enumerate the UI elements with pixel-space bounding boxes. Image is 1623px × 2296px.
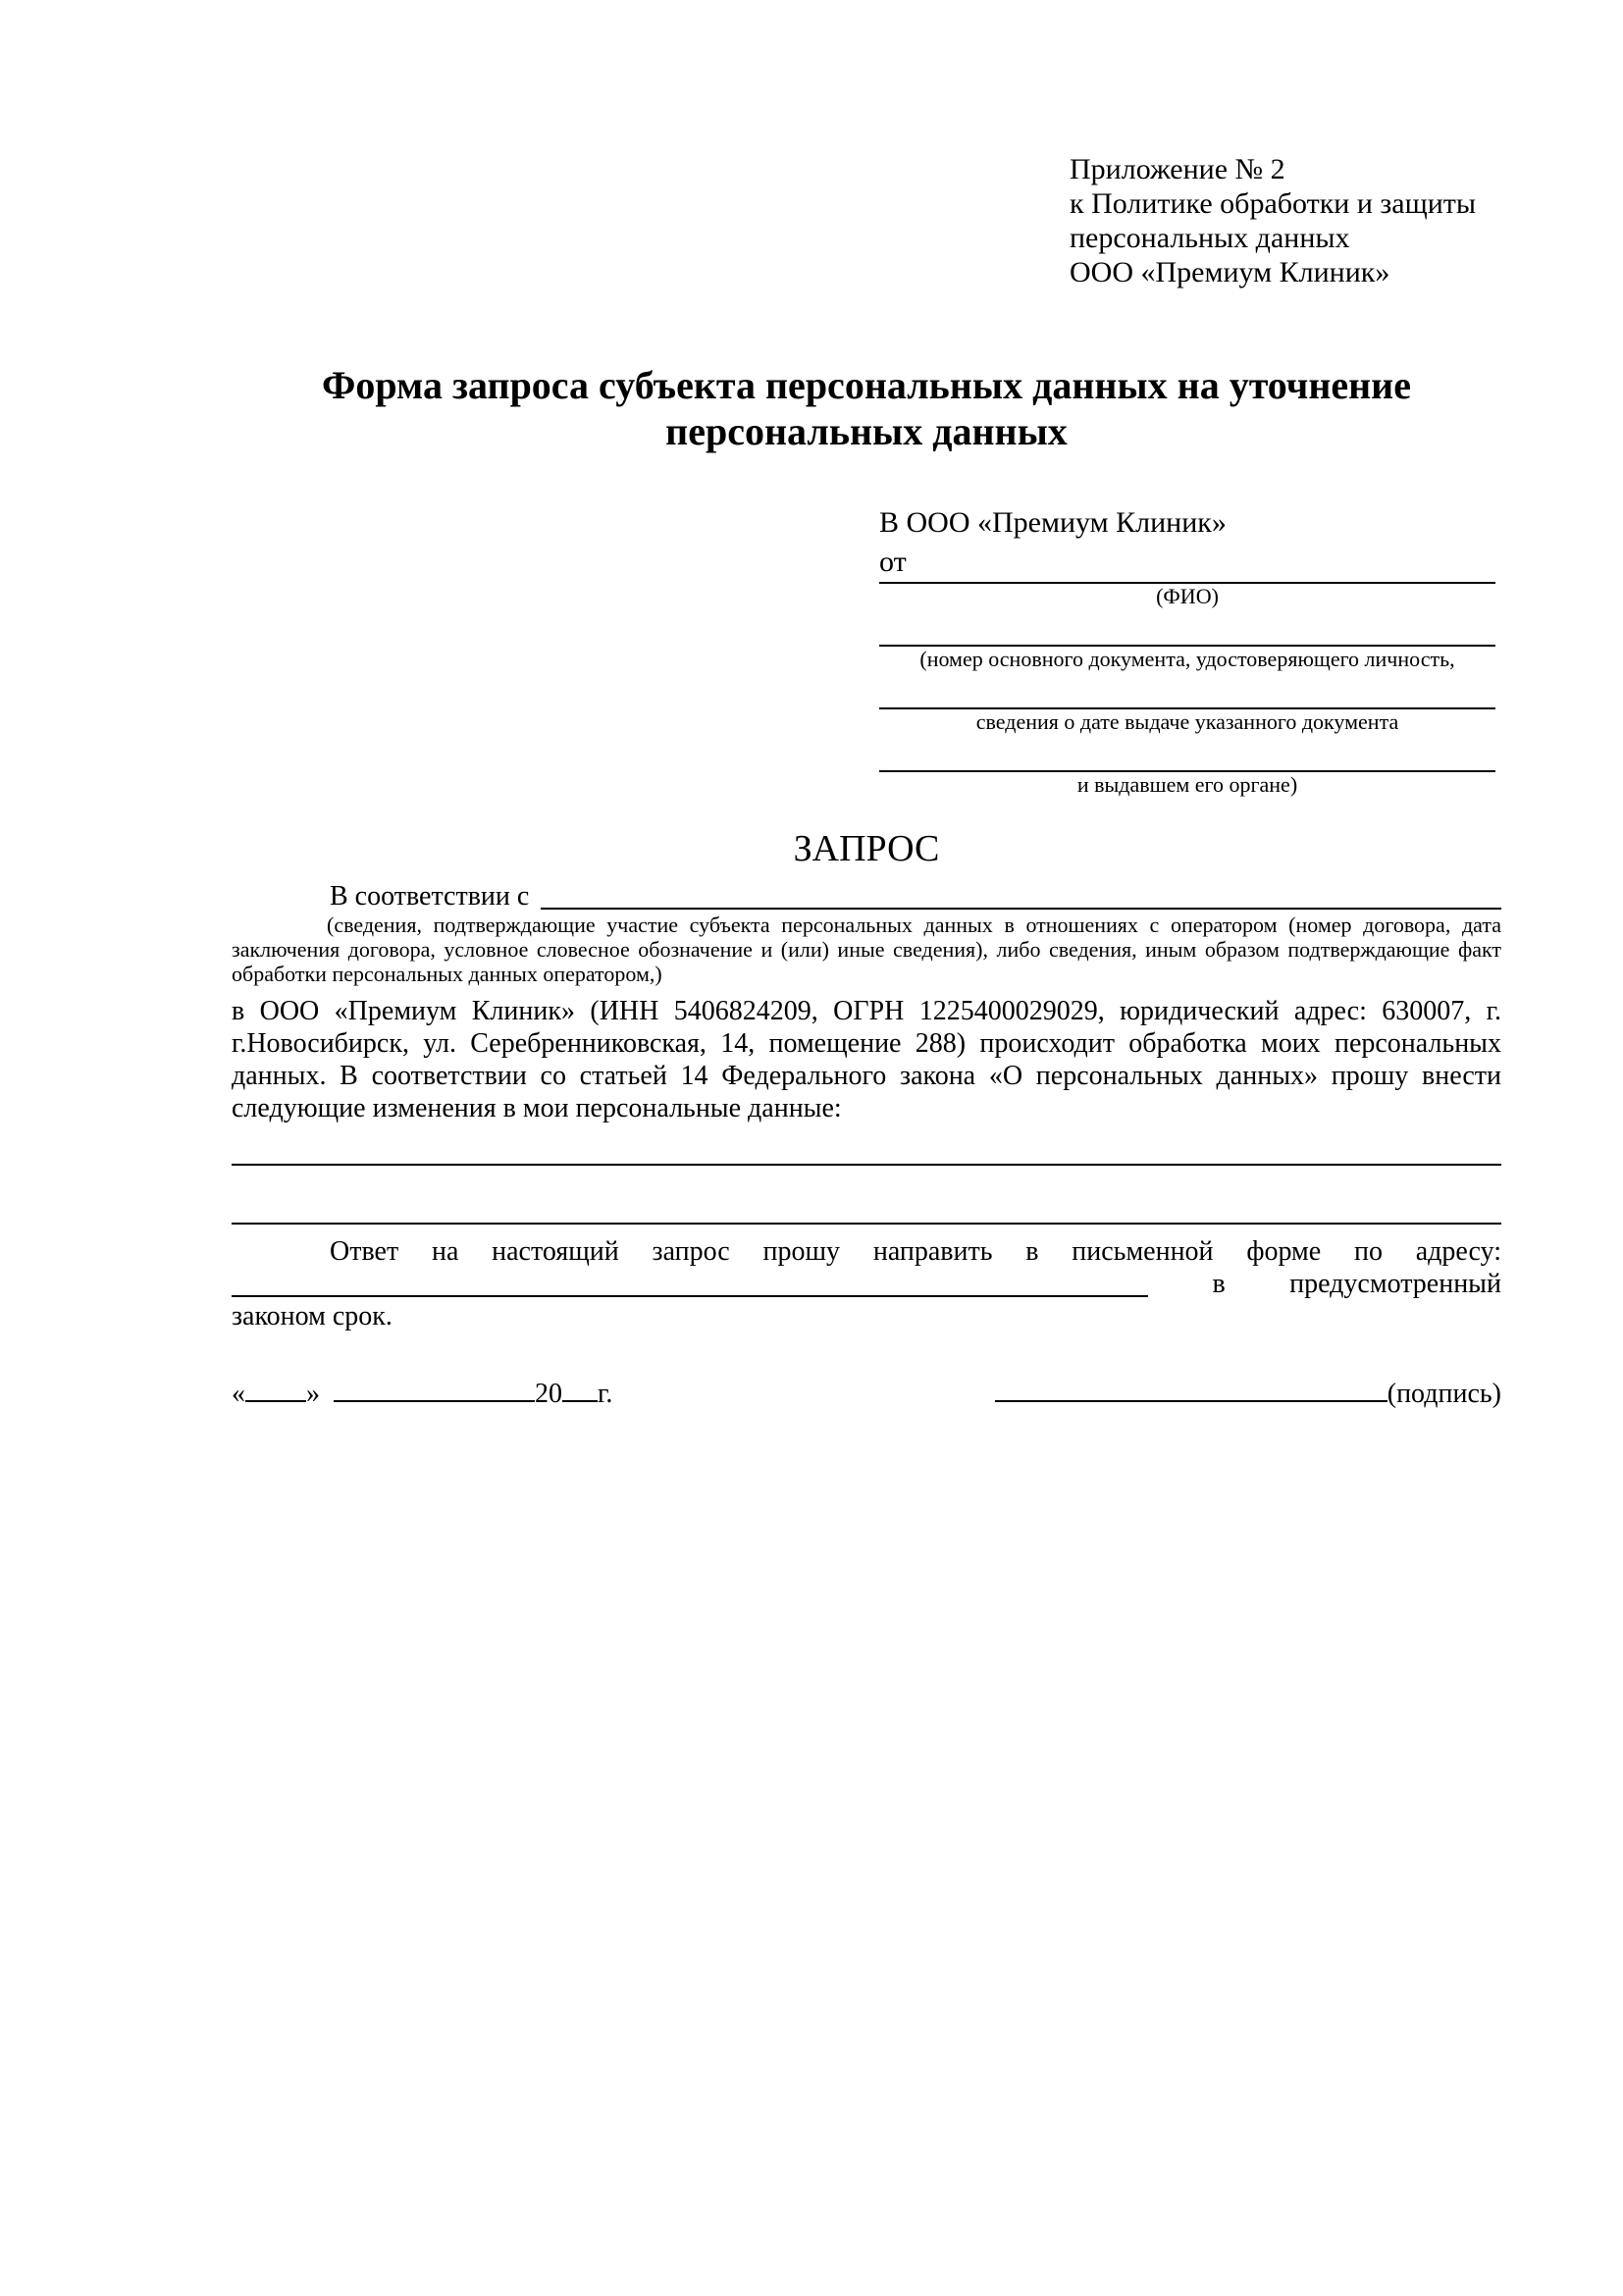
- changes-fill-line-2[interactable]: [232, 1223, 1501, 1225]
- date-quote-close: »: [306, 1379, 320, 1409]
- addressee-to: В ООО «Премиум Клиник»: [879, 506, 1227, 539]
- month-fill-line[interactable]: [334, 1379, 535, 1402]
- year-fill-line[interactable]: [562, 1379, 598, 1402]
- addressee-from: от: [879, 546, 907, 578]
- request-body: в ООО «Премиум Клиник» (ИНН 5406824209, ОГРН 1225400029029, юридический адрес: 630007, г. г.Новосибирск, ул. Серебренниковская, 14, помещение 288) происходит обработка моих персональных данных. В соответствии со статьей 14 Федерального закона «О персональных данных» прошу внести следующие изменения в мои персональные данные:: [232, 996, 1501, 1123]
- explanatory-note: (сведения, подтверждающие участие субъекта персональных данных в отношениях с оператором (номер договора, дата заключения договора, условное словесное обозначение и (или) иные сведения), либо сведения, иным образом подтверждающие факт обработки персональных данных оператором,): [232, 913, 1501, 986]
- intro-prefix: В соответствии с: [330, 881, 530, 912]
- document-number-field-label: (номер основного документа, удостоверяющего личность,: [919, 647, 1455, 671]
- form-title-line: Форма запроса субъекта персональных данных на уточнение: [322, 363, 1411, 407]
- date-signature-row: [232, 1378, 1501, 1410]
- signature-fill-line[interactable]: [995, 1379, 1387, 1402]
- changes-fill-line-1[interactable]: [232, 1164, 1501, 1166]
- intro-row: [232, 880, 1501, 913]
- reply-address-row: [232, 1268, 1501, 1300]
- annex-reference-line: Приложение № 2: [1070, 153, 1285, 185]
- reply-word-v: в: [1212, 1269, 1226, 1299]
- year-prefix: 20: [535, 1379, 562, 1409]
- issue-date-field-label: сведения о дате выдаче указанного документа: [975, 709, 1399, 734]
- date-quote-open: «: [232, 1379, 245, 1409]
- reply-term: законом срок.: [232, 1301, 393, 1331]
- signature-label: (подпись): [1387, 1379, 1501, 1409]
- issuing-authority-field-label: и выдавшем его органе): [1076, 772, 1298, 797]
- form-title-line: персональных данных: [665, 409, 1068, 453]
- document-content: [232, 152, 1501, 1410]
- annex-reference-line: персональных данных: [1070, 222, 1350, 254]
- addressee-block: [879, 503, 1495, 798]
- fio-field-label: (ФИО): [1156, 584, 1219, 608]
- reply-address-fill-line[interactable]: [232, 1295, 1148, 1297]
- annex-reference-line: к Политике обработки и защиты: [1070, 187, 1477, 220]
- year-suffix: г.: [598, 1379, 613, 1409]
- basis-fill-line[interactable]: [541, 908, 1501, 910]
- annex-reference-block: [1070, 152, 1501, 289]
- request-heading: ЗАПРОС: [793, 828, 940, 869]
- form-title: [232, 362, 1501, 454]
- day-fill-line[interactable]: [245, 1379, 306, 1402]
- reply-sentence: Ответ на настоящий запрос прошу направить в письменной форме по адресу:: [330, 1236, 1501, 1267]
- reply-word-predusmotrenny: предусмотренный: [1289, 1269, 1501, 1299]
- annex-reference-line: ООО «Премиум Клиник»: [1070, 256, 1390, 288]
- date-field: [232, 1378, 612, 1410]
- signature-field: [995, 1378, 1501, 1410]
